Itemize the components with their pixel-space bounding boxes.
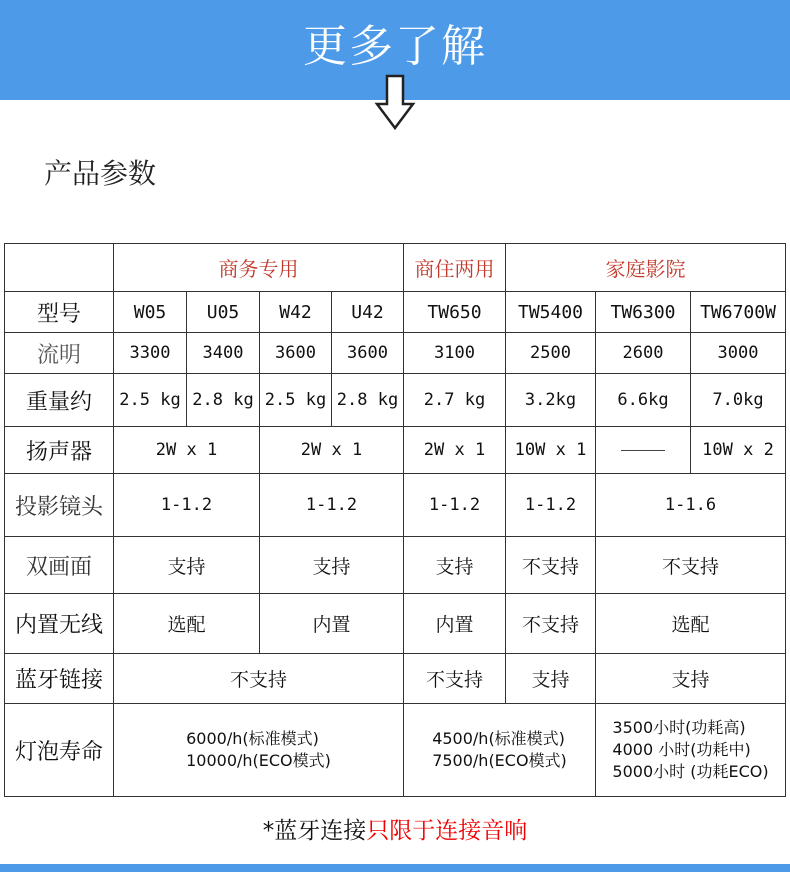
down-arrow-icon bbox=[373, 74, 417, 132]
value-cell: 3.2kg bbox=[506, 374, 596, 427]
value-cell: 2500 bbox=[506, 333, 596, 374]
value-cell: 1-1.6 bbox=[596, 474, 786, 537]
value-cell bbox=[114, 704, 404, 797]
table-row bbox=[5, 594, 786, 654]
bottom-bar bbox=[0, 864, 790, 872]
table-row bbox=[5, 292, 786, 333]
value-cell bbox=[404, 704, 596, 797]
group-business: 商务专用 bbox=[114, 244, 404, 292]
table-row bbox=[5, 537, 786, 594]
value-cell: 10W x 2 bbox=[691, 427, 786, 474]
row-label: 扬声器 bbox=[5, 427, 114, 474]
value-cell: 3000 bbox=[691, 333, 786, 374]
value-cell: 2W x 1 bbox=[114, 427, 260, 474]
value-cell: 3300 bbox=[114, 333, 187, 374]
value-cell: 不支持 bbox=[114, 654, 404, 704]
section-title: 产品参数 bbox=[44, 157, 157, 190]
value-cell: 支持 bbox=[114, 537, 260, 594]
spec-table bbox=[4, 243, 786, 797]
row-label: 重量约 bbox=[5, 374, 114, 427]
value-cell: 支持 bbox=[260, 537, 404, 594]
row-label: 流明 bbox=[5, 333, 114, 374]
corner-cell bbox=[5, 244, 114, 292]
table-row bbox=[5, 654, 786, 704]
footnote bbox=[0, 812, 790, 845]
value-cell: 支持 bbox=[596, 654, 786, 704]
lamp-line: 4500/h(标准模式) bbox=[432, 729, 565, 748]
value-cell: 2W x 1 bbox=[260, 427, 404, 474]
value-cell: 内置 bbox=[260, 594, 404, 654]
model-cell: U05 bbox=[187, 292, 260, 333]
group-home-office: 商住两用 bbox=[404, 244, 506, 292]
value-cell: 1-1.2 bbox=[114, 474, 260, 537]
lamp-line: 5000小时 (功耗ECO) bbox=[612, 762, 769, 781]
value-cell: 2.5 kg bbox=[114, 374, 187, 427]
value-cell: 1-1.2 bbox=[260, 474, 404, 537]
lamp-life-home-office bbox=[432, 728, 567, 772]
lamp-line: 7500/h(ECO模式) bbox=[432, 751, 567, 770]
value-cell: 2.8 kg bbox=[187, 374, 260, 427]
value-cell: 2.7 kg bbox=[404, 374, 506, 427]
value-cell: 不支持 bbox=[596, 537, 786, 594]
lamp-line: 4000 小时(功耗中) bbox=[612, 740, 751, 759]
value-cell: 2.8 kg bbox=[332, 374, 404, 427]
dash-mark bbox=[621, 450, 665, 451]
model-cell: U42 bbox=[332, 292, 404, 333]
row-label: 蓝牙链接 bbox=[5, 654, 114, 704]
value-cell bbox=[596, 427, 691, 474]
value-cell: 支持 bbox=[404, 537, 506, 594]
footnote-highlight: 只限于连接音响 bbox=[366, 818, 528, 844]
model-cell: TW5400 bbox=[506, 292, 596, 333]
table-row bbox=[5, 244, 786, 292]
value-cell: 3600 bbox=[260, 333, 332, 374]
value-cell: 选配 bbox=[596, 594, 786, 654]
value-cell: 10W x 1 bbox=[506, 427, 596, 474]
value-cell: 不支持 bbox=[506, 594, 596, 654]
model-cell: TW650 bbox=[404, 292, 506, 333]
value-cell: 1-1.2 bbox=[404, 474, 506, 537]
value-cell: 3100 bbox=[404, 333, 506, 374]
value-cell bbox=[596, 704, 786, 797]
lamp-line: 10000/h(ECO模式) bbox=[186, 751, 331, 770]
table-row bbox=[5, 427, 786, 474]
row-label: 灯泡寿命 bbox=[5, 704, 114, 797]
value-cell: 2.5 kg bbox=[260, 374, 332, 427]
lamp-line: 6000/h(标准模式) bbox=[186, 729, 319, 748]
value-cell: 选配 bbox=[114, 594, 260, 654]
model-cell: TW6700W bbox=[691, 292, 786, 333]
lamp-life-home-theater bbox=[612, 717, 768, 783]
value-cell: 支持 bbox=[506, 654, 596, 704]
value-cell: 3600 bbox=[332, 333, 404, 374]
group-home-theater: 家庭影院 bbox=[506, 244, 786, 292]
model-cell: TW6300 bbox=[596, 292, 691, 333]
value-cell: 3400 bbox=[187, 333, 260, 374]
row-label: 投影镜头 bbox=[5, 474, 114, 537]
table-row bbox=[5, 374, 786, 427]
lamp-life-business bbox=[186, 728, 331, 772]
row-label: 内置无线 bbox=[5, 594, 114, 654]
table-row bbox=[5, 333, 786, 374]
value-cell: 1-1.2 bbox=[506, 474, 596, 537]
value-cell: 不支持 bbox=[506, 537, 596, 594]
value-cell: 6.6kg bbox=[596, 374, 691, 427]
table-row bbox=[5, 704, 786, 797]
lamp-line: 3500小时(功耗高) bbox=[612, 718, 746, 737]
value-cell: 7.0kg bbox=[691, 374, 786, 427]
model-cell: W05 bbox=[114, 292, 187, 333]
row-label: 双画面 bbox=[5, 537, 114, 594]
value-cell: 不支持 bbox=[404, 654, 506, 704]
table-row bbox=[5, 474, 786, 537]
value-cell: 2600 bbox=[596, 333, 691, 374]
row-label: 型号 bbox=[5, 292, 114, 333]
banner-title: 更多了解 bbox=[303, 21, 487, 72]
value-cell: 内置 bbox=[404, 594, 506, 654]
model-cell: W42 bbox=[260, 292, 332, 333]
footnote-prefix: *蓝牙连接 bbox=[262, 818, 367, 844]
value-cell: 2W x 1 bbox=[404, 427, 506, 474]
